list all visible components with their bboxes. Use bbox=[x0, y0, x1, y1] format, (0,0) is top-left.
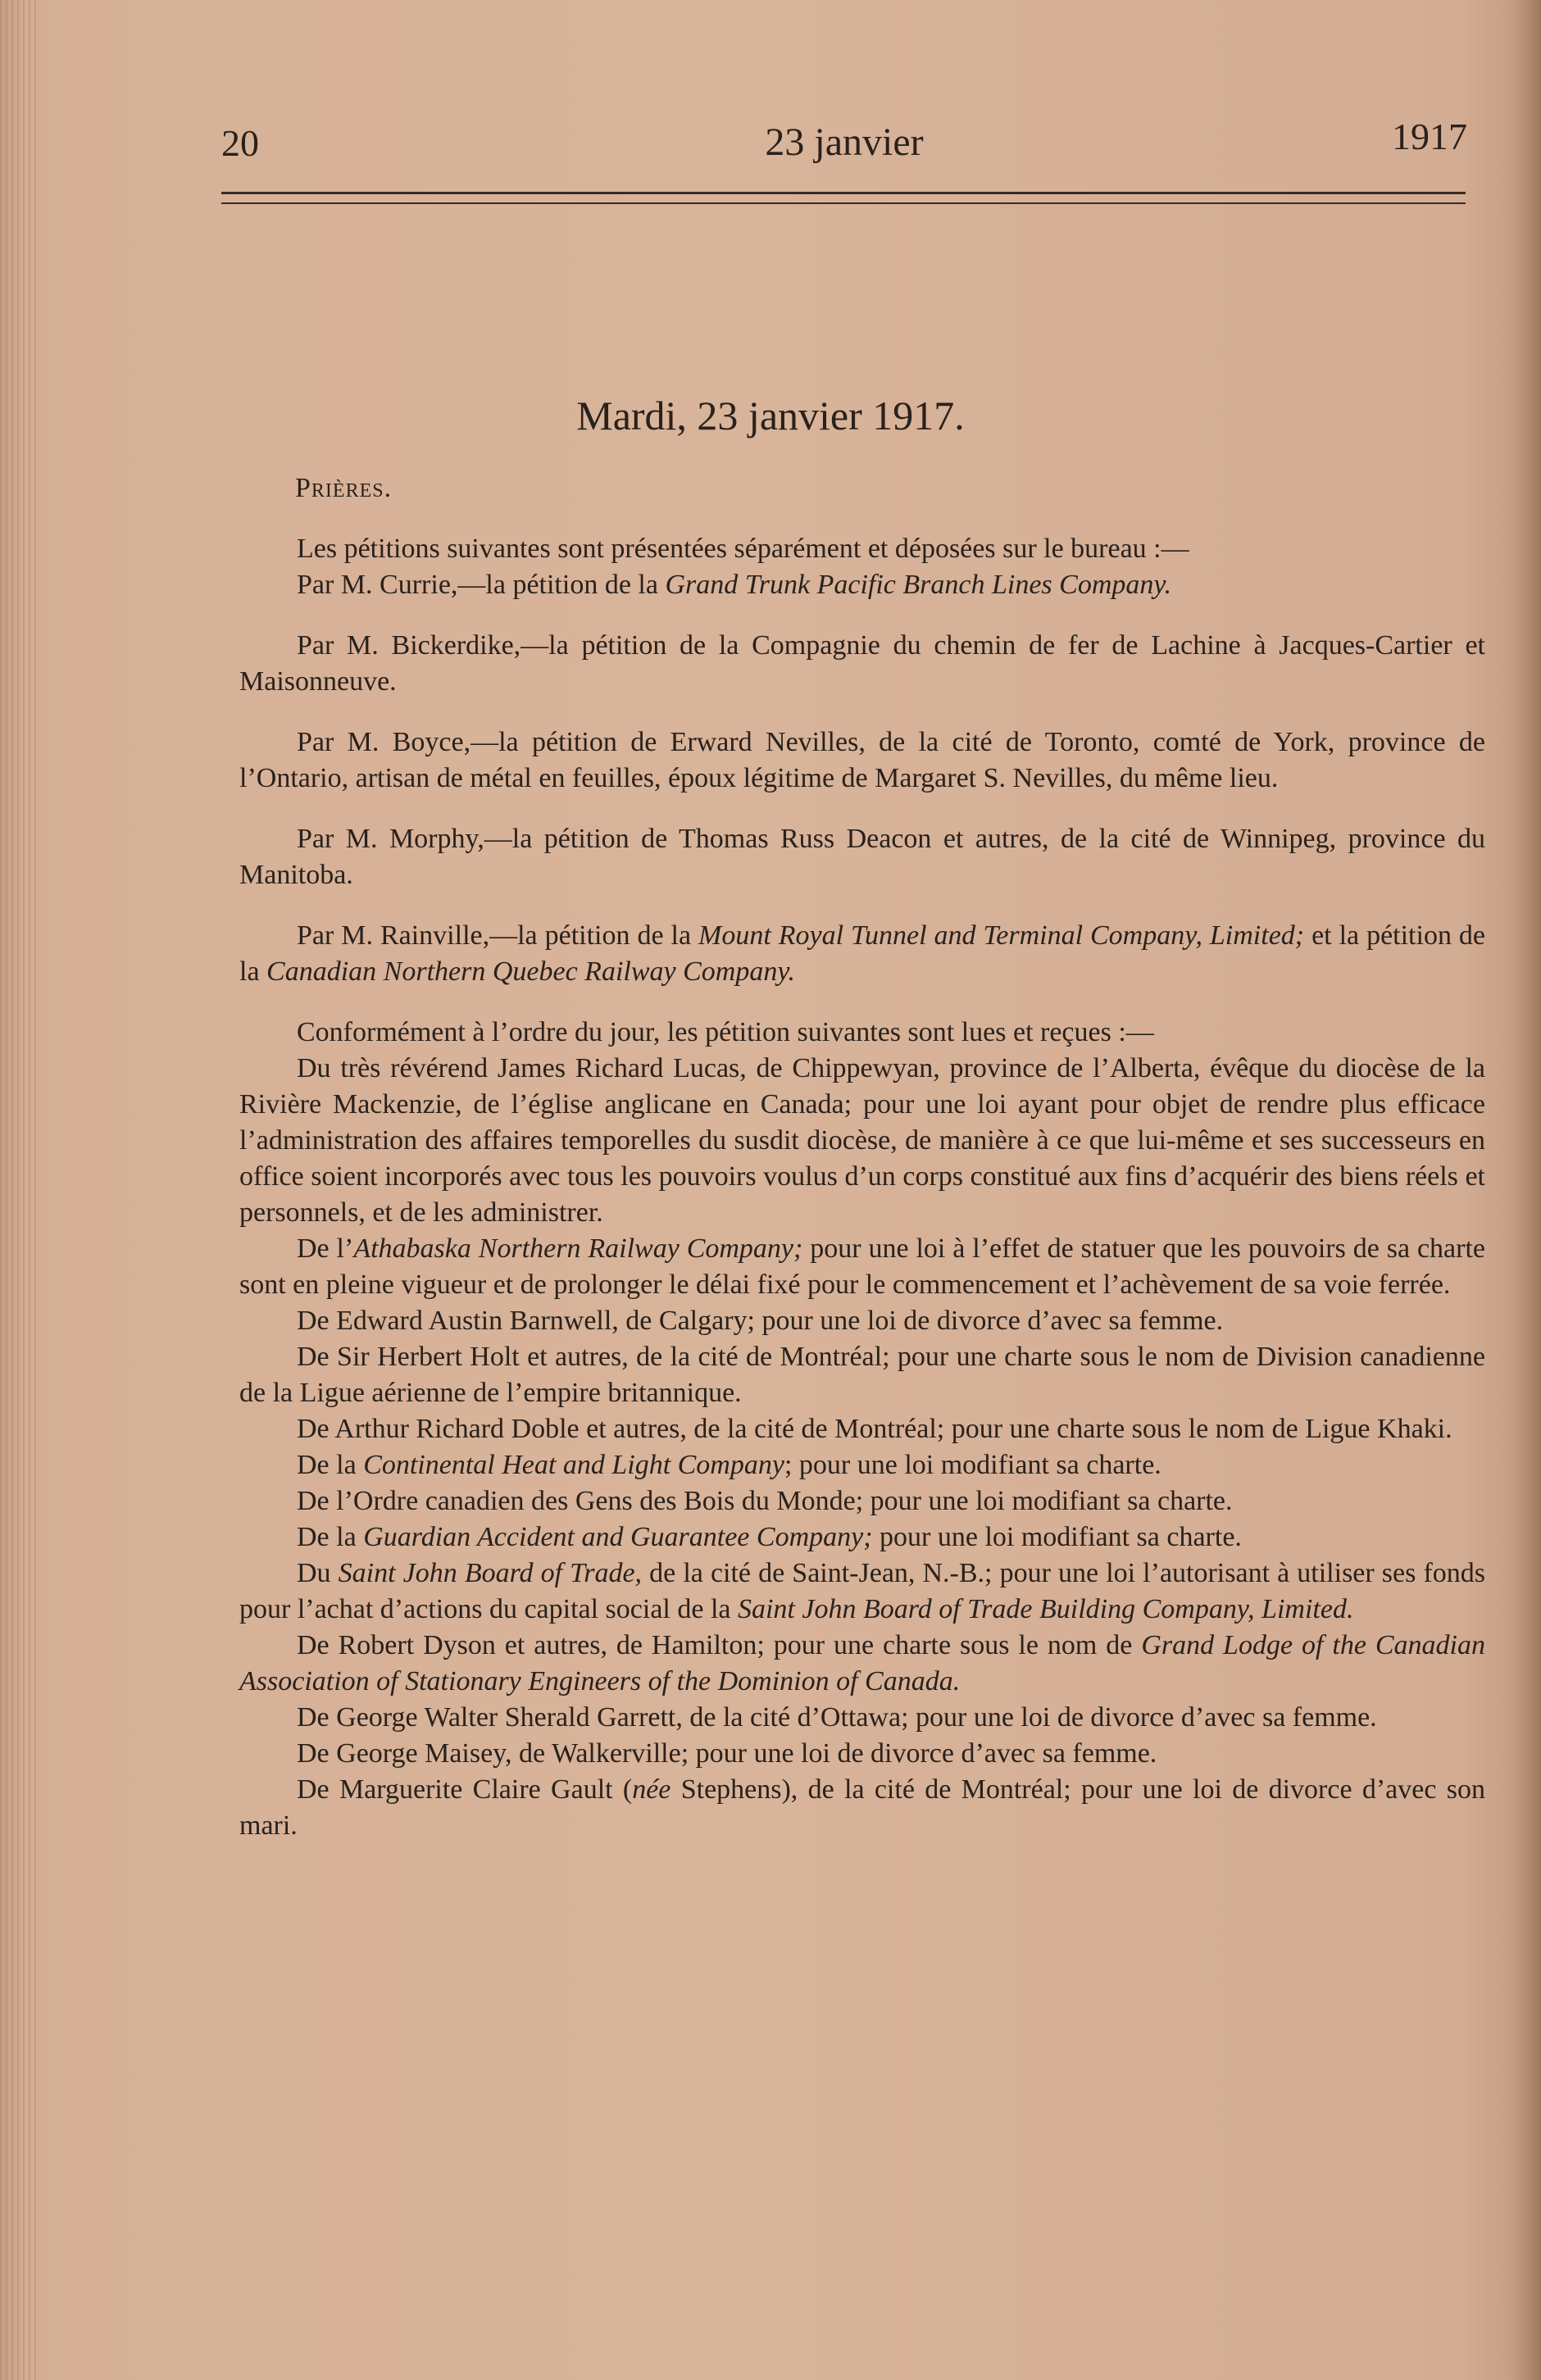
company-name: Athabaska Northern Railway Company; bbox=[353, 1233, 803, 1264]
document-body bbox=[239, 470, 1485, 1844]
paragraph-bickerdike: Par M. Bickerdike,—la pétition de la Compagnie du chemin de fer de Lachine à Jacques-Cartier et Maisonneuve. bbox=[239, 630, 1485, 697]
petition-lucas: Du très révérend James Richard Lucas, de Chippewyan, province de l’Alberta, évêque du diocèse de la Rivière Mackenzie, de l’église anglicane en Canada; pour une loi ayant pour objet de rendre plus efficace l’administration des affaires temporelles du susdit diocèse, de manière à ce que lui-même et ses successeurs en office soient incorporés avec tous les pouvoirs voulus d’un corps constitué aux fins d’acquérir des biens réels et personnels, et de les administrer. bbox=[239, 1053, 1485, 1228]
petition-continental bbox=[239, 1447, 1485, 1483]
header-date: 23 janvier bbox=[765, 120, 924, 164]
paragraph-currie bbox=[239, 567, 1485, 603]
text-run: Par M. Currie,—la pétition de la bbox=[297, 570, 666, 600]
prayers-heading: Prières. bbox=[295, 473, 393, 503]
company-name: Grand Lodge of the Canadian Association of Stationary Engineers of the Dominion of Canada. bbox=[239, 1630, 1485, 1696]
petition-athabaska bbox=[239, 1231, 1485, 1303]
page-left-edge bbox=[0, 0, 38, 2380]
company-name: Saint John Board of Trade, bbox=[338, 1558, 643, 1588]
petition-ordre-canadien: De l’Ordre canadien des Gens des Bois du Monde; pour une loi modifiant sa charte. bbox=[297, 1486, 1233, 1516]
petition-garrett: De George Walter Sherald Garrett, de la cité d’Ottawa; pour une loi de divorce d’avec sa femme. bbox=[297, 1702, 1377, 1733]
text-run: De la bbox=[297, 1522, 364, 1552]
petition-holt: De Sir Herbert Holt et autres, de la cité de Montréal; pour une charte sous le nom de Division canadienne de la Ligue aérienne de l’empire britannique. bbox=[239, 1342, 1485, 1408]
petition-doble: De Arthur Richard Doble et autres, de la cité de Montréal; pour une charte sous le nom de Ligue Khaki. bbox=[297, 1414, 1452, 1444]
text-run: De la bbox=[297, 1450, 364, 1480]
running-header bbox=[221, 115, 1467, 172]
paragraph-rainville bbox=[239, 918, 1485, 990]
paragraph-morphy: Par M. Morphy,—la pétition de Thomas Russ Deacon et autres, de la cité de Winnipeg, province du Manitoba. bbox=[239, 824, 1485, 890]
text-run: ; pour une loi modifiant sa charte. bbox=[784, 1450, 1161, 1480]
petition-guardian bbox=[239, 1519, 1485, 1556]
petition-maisey: De George Maisey, de Walkerville; pour une loi de divorce d’avec sa femme. bbox=[297, 1738, 1157, 1769]
header-year: 1917 bbox=[1392, 116, 1467, 157]
page-title: Mardi, 23 janvier 1917. bbox=[576, 393, 965, 438]
text-run: Par M. Rainville,—la pétition de la bbox=[297, 920, 698, 951]
page-number: 20 bbox=[221, 122, 259, 164]
italic-word: née bbox=[632, 1774, 671, 1805]
petition-gault bbox=[239, 1772, 1485, 1844]
rule-top bbox=[221, 192, 1466, 194]
paragraph-read-intro: Conformément à l’ordre du jour, les pétition suivantes sont lues et reçues :— bbox=[297, 1017, 1154, 1047]
rule-bottom bbox=[221, 202, 1466, 204]
page-right-edge bbox=[1510, 0, 1541, 2380]
petition-saint-john bbox=[239, 1556, 1485, 1628]
petition-dyson bbox=[239, 1628, 1485, 1700]
paragraph-intro: Les pétitions suivantes sont présentées séparément et déposées sur le bureau :— bbox=[297, 534, 1189, 564]
company-name: Mount Royal Tunnel and Terminal Company, Limited; bbox=[698, 920, 1305, 951]
paragraph-boyce: Par M. Boyce,—la pétition de Erward Nevilles, de la cité de Toronto, comté de York, province de l’Ontario, artisan de métal en feuilles, époux légitime de Margaret S. Nevilles, du même lieu. bbox=[239, 727, 1485, 793]
text-run: De Robert Dyson et autres, de Hamilton; pour une charte sous le nom de bbox=[297, 1630, 1142, 1660]
text-run: De l’ bbox=[297, 1233, 354, 1264]
company-name: Canadian Northern Quebec Railway Company. bbox=[266, 956, 796, 987]
company-name: Grand Trunk Pacific Branch Lines Company. bbox=[665, 570, 1172, 600]
petition-barnwell: De Edward Austin Barnwell, de Calgary; pour une loi de divorce d’avec sa femme. bbox=[297, 1306, 1224, 1336]
text-run: de la cité de Saint-Jean, N.-B.; pour une loi l’autorisant à utiliser ses fonds pour l’achat d’actions du capital social de la bbox=[239, 1558, 1485, 1624]
text-run: Stephens), de la cité de Montréal; pour une loi de divorce d’avec son mari. bbox=[239, 1774, 1485, 1841]
text-run: pour une loi à l’effet de statuer que les pouvoirs de sa charte sont en pleine vigueur et de prolonger le délai fixé pour le commencement et l’achèvement de sa voie ferrée. bbox=[239, 1233, 1485, 1300]
company-name: Saint John Board of Trade Building Company, Limited. bbox=[737, 1594, 1354, 1624]
header-double-rule bbox=[221, 192, 1466, 204]
text-run: De Marguerite Claire Gault ( bbox=[297, 1774, 633, 1805]
text-run: pour une loi modifiant sa charte. bbox=[872, 1522, 1242, 1552]
company-name: Continental Heat and Light Company bbox=[363, 1450, 784, 1480]
text-run: et la pétition de la bbox=[239, 920, 1485, 987]
company-name: Guardian Accident and Guarantee Company; bbox=[363, 1522, 873, 1552]
text-run: Du bbox=[297, 1558, 339, 1588]
